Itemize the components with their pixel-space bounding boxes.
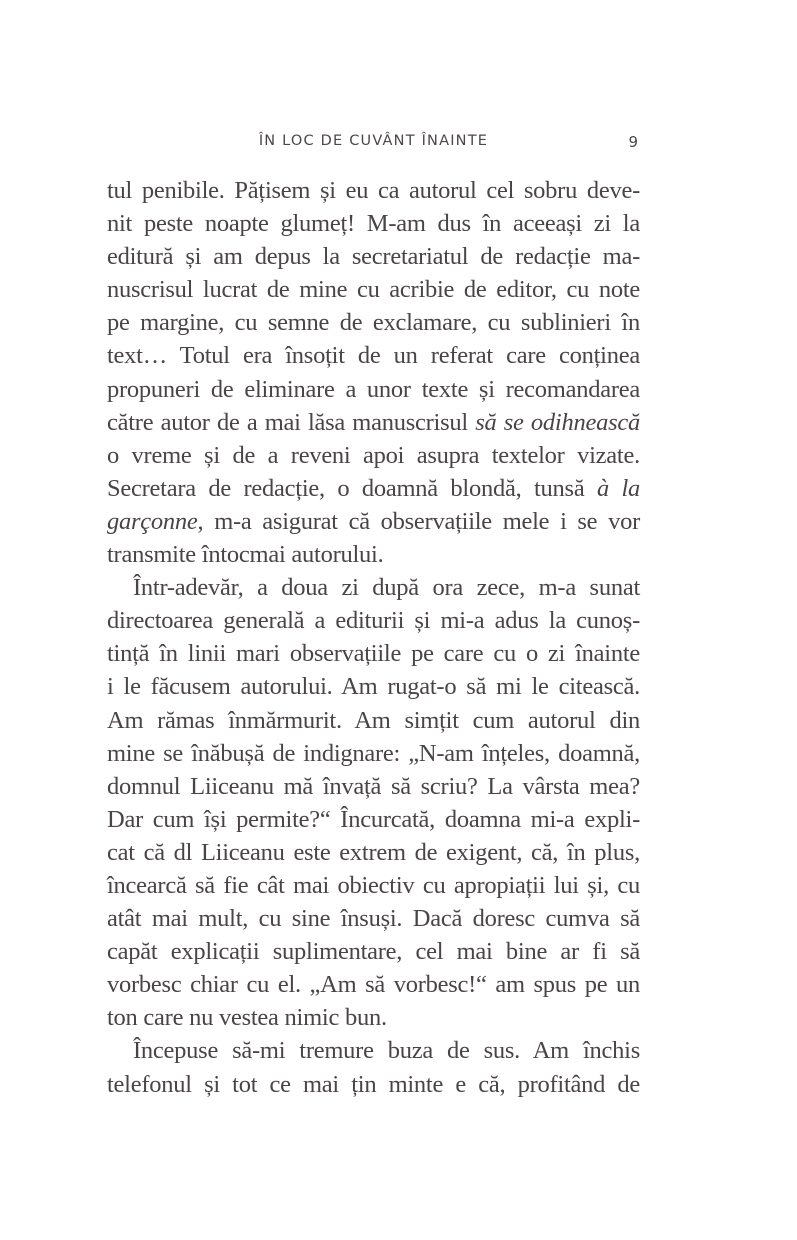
page-number: 9 (628, 133, 638, 151)
text-line (107, 339, 640, 372)
text-segment: directoarea generală a editurii și mi-a adus la cunoș- (107, 607, 640, 635)
text-segment: către autor de a mai lăsa manuscrisul (107, 408, 476, 436)
text-segment: Secretara de redacție, o doamnă blondă, tunsă (107, 474, 597, 502)
text-segment: încearcă să fie cât mai obiectiv cu apropiații lui și, cu (107, 871, 640, 899)
text-segment: nuscrisul lucrat de mine cu acribie de editor, cu note (107, 276, 640, 304)
text-line (107, 737, 640, 770)
text-segment: nit peste noapte glumeț! M-am dus în aceeași zi la (107, 210, 640, 238)
text-segment: ton care nu vestea nimic bun. (107, 1004, 387, 1032)
text-line (107, 174, 640, 207)
text-line (107, 571, 640, 604)
text-line (107, 902, 640, 935)
text-line (107, 869, 640, 902)
text-segment: , m-a asigurat că observațiile mele i se vor (197, 507, 640, 535)
text-segment: capăt explicații suplimentare, cel mai bine ar fi să (107, 938, 640, 966)
page-header (107, 133, 640, 155)
text-segment: o vreme și de a reveni apoi asupra textelor vizate. (107, 441, 640, 469)
text-segment: propuneri de eliminare a unor texte și recomandarea (107, 375, 640, 403)
italic-text: să se odihnească (475, 408, 640, 436)
text-segment: mine se înăbușă de indignare: „N-am înțeles, doamnă, (107, 739, 640, 767)
text-line (107, 505, 640, 538)
text-segment: Dar cum își permite?“ Încurcată, doamna mi-a expli- (107, 805, 640, 833)
text-line (107, 273, 640, 306)
text-line (107, 604, 640, 637)
text-line (107, 1034, 640, 1067)
text-line (107, 670, 640, 703)
text-segment: i le făcusem autorului. Am rugat-o să mi le citească. (107, 673, 640, 701)
text-line (107, 373, 640, 406)
text-line (107, 770, 640, 803)
paragraph (107, 1034, 640, 1100)
text-segment: domnul Liiceanu mă învață să scriu? La vârsta mea? (107, 772, 640, 800)
italic-text: garçonne (107, 507, 198, 535)
paragraph (107, 571, 640, 1034)
text-segment: Într-adevăr, a doua zi după ora zece, m-a sunat (133, 574, 640, 602)
text-line (107, 1068, 640, 1101)
text-segment: text… Totul era însoțit de un referat care conținea (107, 342, 640, 370)
text-line (107, 935, 640, 968)
text-line (107, 968, 640, 1001)
text-segment: telefonul și tot ce mai țin minte e că, profitând de (107, 1070, 640, 1098)
paragraph (107, 174, 640, 571)
text-line (107, 306, 640, 339)
text-segment: tință în linii mari observațiile pe care cu o zi înainte (107, 640, 640, 668)
text-segment: Am rămas înmărmurit. Am simțit cum autorul din (107, 706, 640, 734)
text-segment: Începuse să-mi tremure buza de sus. Am închis (133, 1037, 640, 1065)
text-segment: pe margine, cu semne de exclamare, cu sublinieri în (107, 309, 640, 337)
text-line (107, 406, 640, 439)
text-line (107, 1001, 640, 1034)
text-segment: transmite întocmai autorului. (107, 541, 384, 569)
text-line (107, 803, 640, 836)
text-line (107, 472, 640, 505)
text-line (107, 704, 640, 737)
text-line (107, 637, 640, 670)
running-title: ÎN LOC DE CUVÂNT ÎNAINTE (258, 133, 489, 149)
text-segment: cat că dl Liiceanu este extrem de exigent, că, în plus, (107, 838, 640, 866)
text-segment: atât mai mult, cu sine însuși. Dacă doresc cumva să (107, 905, 640, 933)
text-segment: tul penibile. Pățisem și eu ca autorul cel sobru deve- (107, 177, 640, 204)
text-line (107, 207, 640, 240)
body-text (107, 174, 640, 1101)
text-line (107, 240, 640, 273)
text-line (107, 538, 640, 571)
text-line (107, 836, 640, 869)
italic-text: à la (596, 474, 641, 502)
text-line (107, 439, 640, 472)
text-segment: vorbesc chiar cu el. „Am să vorbesc!“ am spus pe un (107, 971, 640, 999)
text-segment: editură și am depus la secretariatul de redacție ma- (107, 243, 640, 271)
